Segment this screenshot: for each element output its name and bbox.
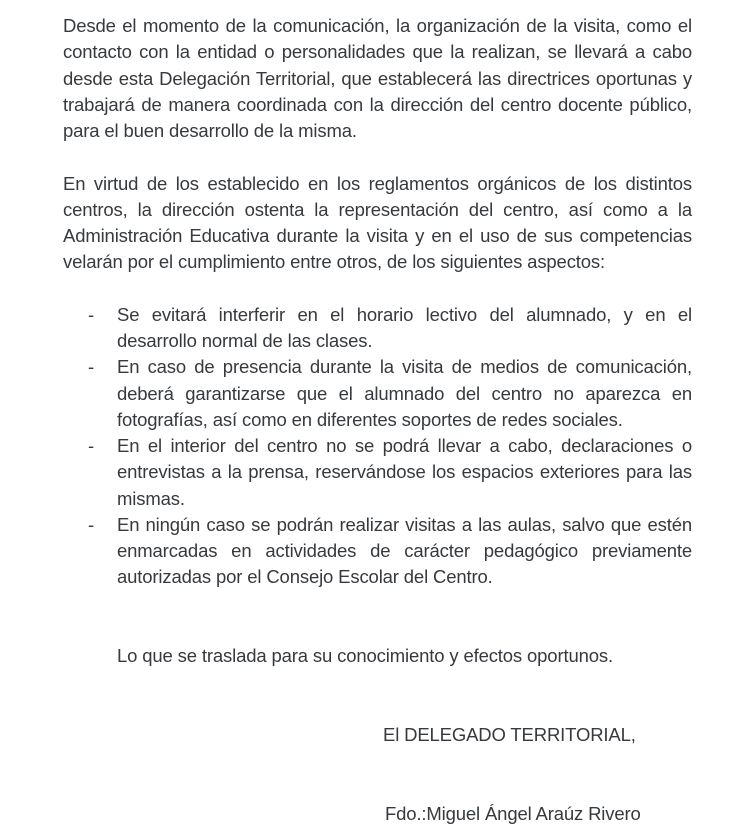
closing-statement: Lo que se traslada para su conocimiento y efectos oportunos.: [117, 645, 613, 666]
list-item: [63, 433, 692, 512]
list-item-text: Se evitará interferir en el horario lectivo del alumnado, y en el desarrollo normal de las clases.: [117, 303, 692, 351]
dash-bullet-icon: -: [88, 513, 95, 535]
dash-bullet-icon: -: [88, 435, 95, 456]
paragraph-visit-organization: Desde el momento de la comunicación, la organización de la visita, como el contacto con la entidad o personalidades que la realizan, se llevará a cabo desde esta Delegación Territorial, que establecerá las directrices oportunas y trabajará de manera coordinada con la dirección del centro docente público, para el buen desarrollo de la misma.: [63, 15, 692, 141]
signature-name: Fdo.:Miguel Ángel Araúz Rivero: [385, 802, 641, 824]
list-item: [63, 354, 692, 433]
aspects-list: [63, 302, 692, 591]
list-item-text: En el interior del centro no se podrá llevar a cabo, declaraciones o entrevistas a la prensa, reservándose los espacios exteriores para las mismas.: [117, 435, 692, 509]
list-item: [63, 512, 692, 591]
signature-title: El DELEGADO TERRITORIAL,: [383, 723, 636, 745]
dash-bullet-icon: -: [88, 356, 95, 378]
paragraph-regulations: En virtud de los establecido en los reglamentos orgánicos de los distintos centros, la dirección ostenta la representación del centro, así como a la Administración Educativa durante la visita y en el uso de sus competencias velarán por el cumplimiento entre otros, de los siguientes aspectos:: [63, 172, 692, 273]
list-item-text: En caso de presencia durante la visita de medios de comunicación, deberá garantizarse que el alumnado del centro no aparezca en fotografías, así como en diferentes soportes de redes sociales.: [117, 356, 692, 430]
list-item: [63, 302, 692, 355]
dash-bullet-icon: -: [88, 303, 95, 325]
list-item-text: En ningún caso se podrán realizar visitas a las aulas, salvo que estén enmarcadas en actividades de carácter pedagógico previamente autorizadas por el Consejo Escolar del Centro.: [117, 513, 692, 588]
